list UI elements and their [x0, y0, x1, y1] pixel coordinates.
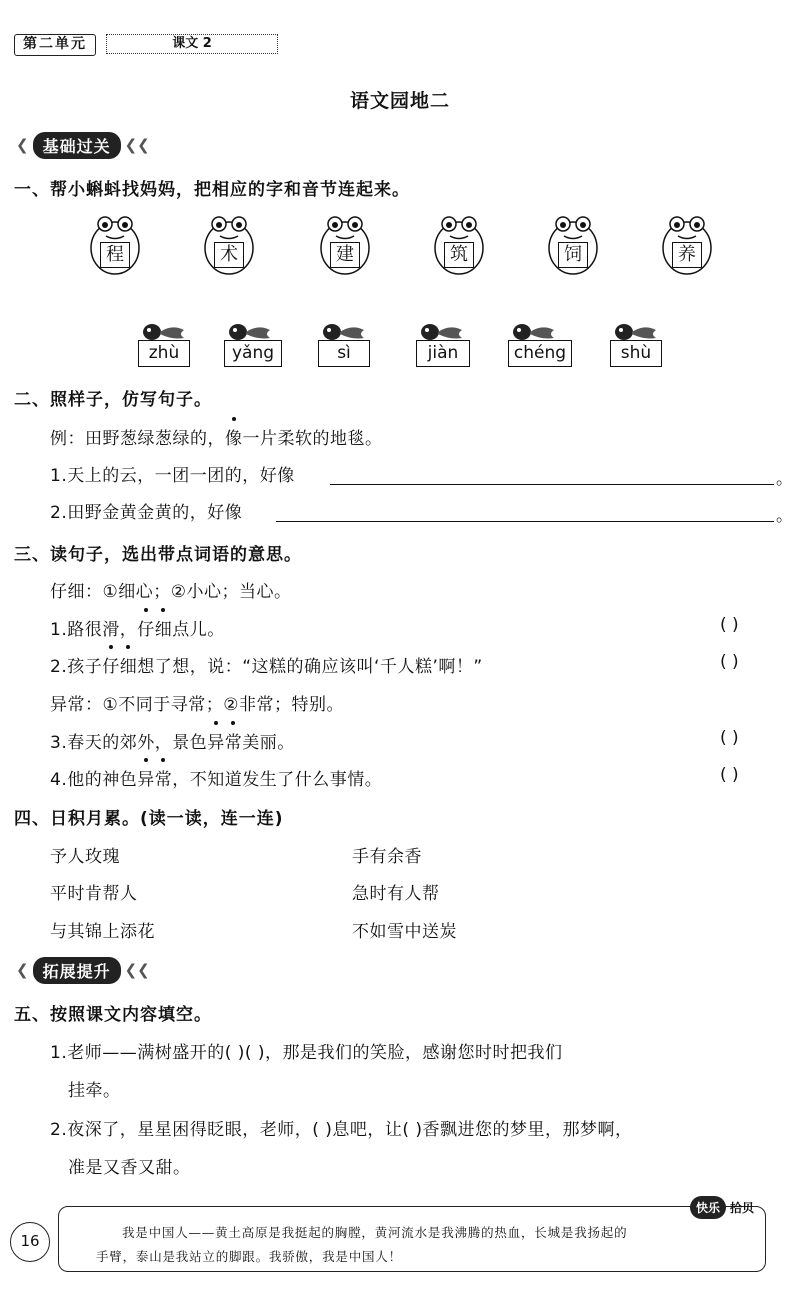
dotted-char-text: 常	[224, 733, 243, 753]
unit-tag: 第二单元	[14, 34, 96, 56]
q3-def-1: 仔细：①细心；②小心；当心。	[50, 582, 292, 602]
tadpole-6	[610, 322, 666, 372]
example-text: 例：田野葱绿葱绿的，	[50, 429, 225, 449]
q5-line-1b: 挂牵。	[68, 1081, 121, 1101]
dotted-char-text: 异	[207, 733, 225, 753]
dotted-char	[120, 652, 138, 677]
idiom-left[interactable]: 予人玫瑰	[50, 847, 120, 867]
dotted-char	[155, 765, 173, 790]
idiom-right[interactable]: 手有余香	[352, 847, 422, 867]
dotted-char-text: 常	[154, 770, 173, 790]
sentence-text: 美丽。	[242, 733, 295, 753]
char-card[interactable]: 程	[100, 242, 130, 268]
section-basic	[16, 132, 150, 158]
dotted-char-text: 仔	[102, 657, 120, 677]
section-basic-label: 基础过关	[33, 132, 121, 159]
sentence-text: 1.路很滑，	[50, 620, 138, 640]
example-text: 一片柔软的地毯。	[242, 429, 383, 449]
page-title: 语文园地二	[349, 90, 450, 112]
answer-paren[interactable]: ( )	[720, 728, 739, 748]
tadpole-2	[224, 322, 286, 372]
char-card[interactable]: 术	[214, 242, 244, 268]
q3-sentence-1	[50, 615, 225, 640]
frog-6	[660, 210, 714, 282]
badge-label: 快乐	[690, 1196, 726, 1219]
char-card[interactable]: 饲	[558, 242, 588, 268]
lesson-label: 课文 2	[106, 34, 278, 54]
pinyin-card[interactable]: zhù	[138, 340, 190, 367]
pinyin-card[interactable]: jiàn	[416, 340, 470, 367]
dotted-char	[137, 765, 155, 790]
badge-text: 拾贝	[730, 1200, 755, 1215]
dotted-char	[225, 424, 243, 449]
chevron-left-icon: ❮❮	[124, 135, 150, 154]
char-card[interactable]: 筑	[444, 242, 474, 268]
dotted-char-text: 细	[119, 657, 138, 677]
frog-4	[432, 210, 486, 282]
answer-paren[interactable]: ( )	[720, 765, 739, 785]
q5-line-1: 1.老师——满树盛开的( )( )，那是我们的笑脸，感谢您时时把我们	[50, 1043, 563, 1063]
q5-line-2: 2.夜深了，星星困得眨眼，老师，( )息吧，让( )香飘进您的梦里，那梦啊，	[50, 1120, 633, 1140]
char-card[interactable]: 养	[672, 242, 702, 268]
sentence-text: ，不知道发生了什么事情。	[172, 770, 383, 790]
sentence-text: 想了想，说：“这糕的确应该叫‘千人糕’啊！”	[137, 657, 483, 677]
q2-example	[50, 424, 383, 449]
idiom-left[interactable]: 平时肯帮人	[50, 884, 138, 904]
tadpole-3	[318, 322, 374, 372]
idiom-left[interactable]: 与其锦上添花	[50, 922, 155, 942]
answer-line[interactable]	[330, 484, 774, 485]
dotted-char-text: 细	[154, 620, 173, 640]
footer-line-2: 手臂，泰山是我站立的脚跟。我骄傲，我是中国人！	[96, 1249, 402, 1264]
answer-paren[interactable]: ( )	[720, 615, 739, 635]
dotted-char-text: 像	[225, 429, 243, 449]
pinyin-card[interactable]: sì	[318, 340, 370, 367]
answer-line[interactable]	[276, 521, 774, 522]
dotted-char	[102, 652, 120, 677]
sentence-text: 2.孩子	[50, 657, 103, 677]
period: 。	[776, 506, 794, 526]
pinyin-card[interactable]: yǎng	[224, 340, 282, 367]
chevron-left-icon: ❮❮	[124, 960, 150, 979]
tadpole-1	[138, 322, 194, 372]
dotted-char-text: 异	[137, 770, 155, 790]
tadpole-4	[416, 322, 472, 372]
q3-sentence-3	[50, 728, 295, 753]
q5-title: 五、按照课文内容填空。	[14, 1005, 212, 1025]
pinyin-card[interactable]: shù	[610, 340, 662, 367]
dotted-char	[137, 615, 155, 640]
tadpole-5	[508, 322, 574, 372]
footer-badge	[690, 1194, 754, 1220]
section-extend	[16, 957, 150, 983]
page-number: 16	[10, 1222, 50, 1262]
chevron-left-icon: ❮	[16, 135, 29, 154]
period: 。	[776, 469, 794, 489]
frog-1	[88, 210, 142, 282]
char-card[interactable]: 建	[330, 242, 360, 268]
q4-title: 四、日积月累。(读一读，连一连)	[14, 809, 284, 829]
dotted-char-text: 仔	[137, 620, 155, 640]
q3-sentence-4	[50, 765, 382, 790]
answer-paren[interactable]: ( )	[720, 652, 739, 672]
q3-title: 三、读句子，选出带点词语的意思。	[14, 545, 302, 565]
section-extend-label: 拓展提升	[33, 957, 121, 984]
sentence-text: 点儿。	[172, 620, 225, 640]
sentence-text: 4.他的神色	[50, 770, 138, 790]
q1-title: 一、帮小蝌蚪找妈妈，把相应的字和音节连起来。	[14, 180, 410, 200]
dotted-char	[207, 728, 225, 753]
idiom-right[interactable]: 不如雪中送炭	[352, 922, 457, 942]
idiom-right[interactable]: 急时有人帮	[352, 884, 440, 904]
dotted-char	[225, 728, 243, 753]
frog-2	[202, 210, 256, 282]
frog-5	[546, 210, 600, 282]
frog-3	[318, 210, 372, 282]
footer-line-1: 我是中国人——黄土高原是我挺起的胸膛，黄河流水是我沸腾的热血，长城是我扬起的	[122, 1225, 628, 1240]
q3-def-2: 异常：①不同于寻常；②非常；特别。	[50, 695, 344, 715]
sentence-text: 3.春天的郊外，景色	[50, 733, 208, 753]
pinyin-card[interactable]: chéng	[508, 340, 572, 367]
q2-item-1: 1.天上的云，一团一团的，好像	[50, 466, 295, 486]
chevron-left-icon: ❮	[16, 960, 29, 979]
q5-line-2b: 准是又香又甜。	[68, 1158, 191, 1178]
dotted-char	[155, 615, 173, 640]
q2-title: 二、照样子，仿写句子。	[14, 390, 212, 410]
q3-sentence-2	[50, 652, 483, 677]
q2-item-2: 2.田野金黄金黄的，好像	[50, 503, 243, 523]
